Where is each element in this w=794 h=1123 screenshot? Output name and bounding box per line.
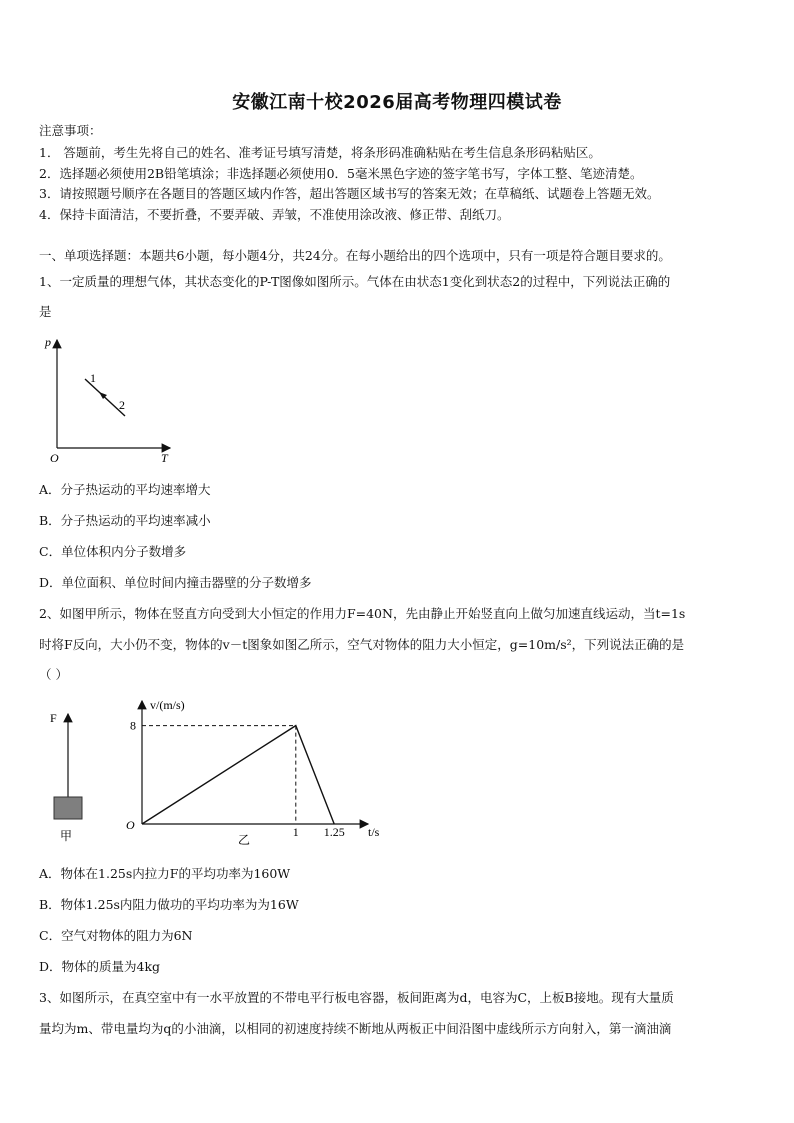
question-2-stem: 2、如图甲所示，物体在竖直方向受到大小恒定的作用力F=40N，先由静止开始竖直向上做匀加速直线运动，当t=1s [39, 606, 686, 621]
pt-graph [40, 332, 190, 467]
option-a: A．物体在1.25s内拉力F的平均功率为160W [39, 866, 291, 881]
question-1-stem: 1、一定质量的理想气体，其状态变化的P-T图像如图所示。气体在由状态1变化到状态2的过程中，下列说法正确的 [39, 274, 671, 289]
state-2-label: 2 [119, 398, 125, 412]
question-3-stem-cont: 量均为m、带电量均为q的小油滴，以相同的初速度持续不断地从两板正中间沿图中虚线所示方向射入，第一滴油滴 [39, 1021, 672, 1036]
v-axis-label: v/(m/s) [150, 698, 185, 712]
velocity-series-line [142, 726, 334, 824]
answer-paren: （ ） [39, 667, 68, 682]
figure-yi-caption: 乙 [238, 833, 251, 847]
option-c: C．单位体积内分子数增多 [39, 544, 187, 559]
notes-header: 注意事项： [39, 123, 102, 138]
vt-chart [120, 693, 400, 853]
t-axis-label: T [161, 451, 168, 465]
p-axis-label: p [45, 335, 51, 349]
note-item: 3．请按照题号顺序在各题目的答题区域内作答，超出答题区域书写的答案无效；在草稿纸、试题卷上答题无效。 [39, 186, 660, 201]
note-item: 2．选择题必须使用2B铅笔填涂；非选择题必须使用0．5毫米黑色字迹的签字笔书写，字体工整、笔迹清楚。 [39, 166, 643, 181]
option-b: B．物体1.25s内阻力做功的平均功率为为16W [39, 897, 299, 912]
state-1-label: 1 [90, 371, 96, 385]
figure-jia-caption: 甲 [60, 829, 73, 843]
section-heading: 一、单项选择题：本题共6小题，每小题4分，共24分。在每小题给出的四个选项中，只有一项是符合题目要求的。 [39, 248, 671, 263]
t-axis-label: t/s [368, 825, 380, 839]
option-d: D．物体的质量为4kg [39, 959, 161, 974]
note-item: 1． 答题前，考生先将自己的姓名、准考证号填写清楚，将条形码准确粘贴在考生信息条形码粘贴区。 [39, 145, 601, 160]
option-d: D．单位面积、单位时间内撞击器壁的分子数增多 [39, 575, 312, 590]
question-2-stem-cont: 时将F反向，大小仍不变，物体的v－t图象如图乙所示，空气对物体的阻力大小恒定，g=10m/s²，下列说法正确的是 [39, 637, 685, 652]
option-b: B．分子热运动的平均速率减小 [39, 513, 211, 528]
option-c: C．空气对物体的阻力为6N [39, 928, 193, 943]
origin-label: O [126, 818, 135, 832]
question-3-stem: 3、如图所示，在真空室中有一水平放置的不带电平行板电容器，板间距离为d，电容为C，上板B接地。现有大量质 [39, 990, 674, 1005]
origin-label: O [50, 451, 59, 465]
note-item: 4．保持卡面清洁，不要折叠，不要弄破、弄皱，不准使用涂改液、修正带、刮纸刀。 [39, 207, 510, 222]
force-label: F [50, 711, 57, 725]
question-1-stem-cont: 是 [39, 304, 52, 319]
page-title: 安徽江南十校2026届高考物理四模试卷 [232, 92, 562, 113]
object-block [54, 797, 82, 819]
y-tick-label: 8 [130, 718, 136, 733]
x-tick-label: 1.25 [323, 825, 345, 839]
option-a: A．分子热运动的平均速率增大 [39, 482, 211, 497]
x-tick-label: 1 [292, 825, 299, 839]
